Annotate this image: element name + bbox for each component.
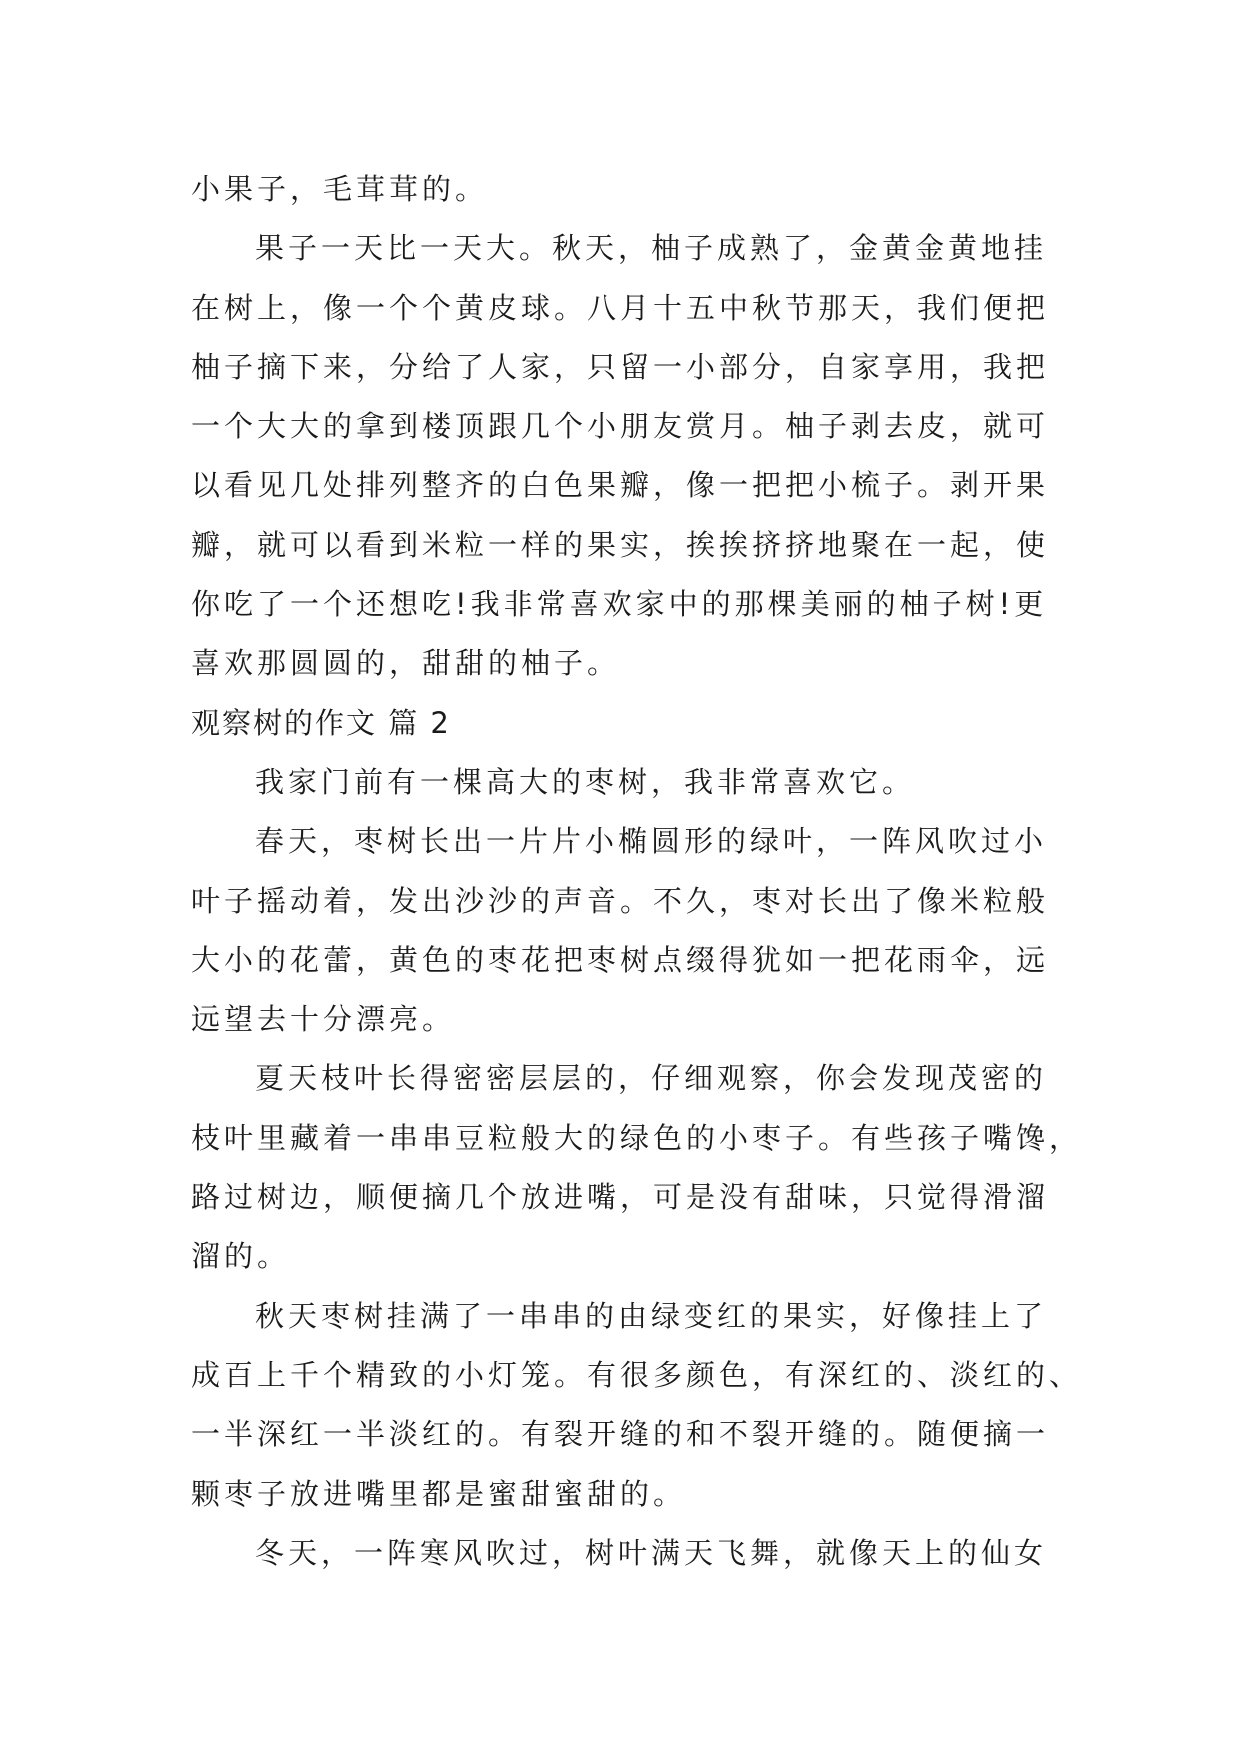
section-heading: 观察树的作文 篇 2 <box>191 705 451 740</box>
paragraph-line: 春天，枣树长出一片片小椭圆形的绿叶，一阵风吹过小 <box>255 824 1048 859</box>
paragraph-line: 在树上，像一个个黄皮球。八月十五中秋节那天，我们便把 <box>191 290 1050 325</box>
paragraph-line: 夏天枝叶长得密密层层的，仔细观察，你会发现茂密的 <box>255 1061 1048 1096</box>
paragraph-line: 成百上千个精致的小灯笼。有很多颜色，有深红的、淡红的、 <box>191 1357 1083 1392</box>
paragraph-line: 喜欢那圆圆的，甜甜的柚子。 <box>191 646 621 681</box>
paragraph-line: 以看见几处排列整齐的白色果瓣，像一把把小梳子。剥开果 <box>191 468 1050 503</box>
paragraph-line: 路过树边，顺便摘几个放进嘴，可是没有甜味，只觉得滑溜 <box>191 1180 1050 1215</box>
paragraph-line: 叶子摇动着，发出沙沙的声音。不久，枣对长出了像米粒般 <box>191 883 1050 918</box>
paragraph-line: 瓣，就可以看到米粒一样的果实，挨挨挤挤地聚在一起，使 <box>191 527 1050 562</box>
paragraph-line: 一半深红一半淡红的。有裂开缝的和不裂开缝的。随便摘一 <box>191 1417 1050 1452</box>
paragraph-line: 我家门前有一棵高大的枣树，我非常喜欢它。 <box>255 764 916 799</box>
paragraph-line: 溜的。 <box>191 1239 291 1274</box>
paragraph-line: 大小的花蕾，黄色的枣花把枣树点缀得犹如一把花雨伞，远 <box>191 942 1050 977</box>
paragraph-line: 你吃了一个还想吃!我非常喜欢家中的那棵美丽的柚子树!更 <box>191 587 1048 622</box>
paragraph-line: 冬天，一阵寒风吹过，树叶满天飞舞，就像天上的仙女 <box>255 1535 1048 1570</box>
document-body <box>191 160 1083 1583</box>
paragraph-line: 秋天枣树挂满了一串串的由绿变红的果实，好像挂上了 <box>255 1298 1048 1333</box>
paragraph-line: 柚子摘下来，分给了人家，只留一小部分，自家享用，我把 <box>191 349 1050 384</box>
paragraph-line: 果子一天比一天大。秋天，柚子成熟了，金黄金黄地挂 <box>255 231 1048 266</box>
paragraph-line: 一个大大的拿到楼顶跟几个小朋友赏月。柚子剥去皮，就可 <box>191 409 1050 444</box>
paragraph-line: 小果子，毛茸茸的。 <box>191 172 489 206</box>
paragraph-line: 远望去十分漂亮。 <box>191 1002 456 1037</box>
paragraph-line: 枝叶里藏着一串串豆粒般大的绿色的小枣子。有些孩子嘴馋， <box>191 1120 1083 1155</box>
paragraph-line: 颗枣子放进嘴里都是蜜甜蜜甜的。 <box>191 1476 687 1511</box>
